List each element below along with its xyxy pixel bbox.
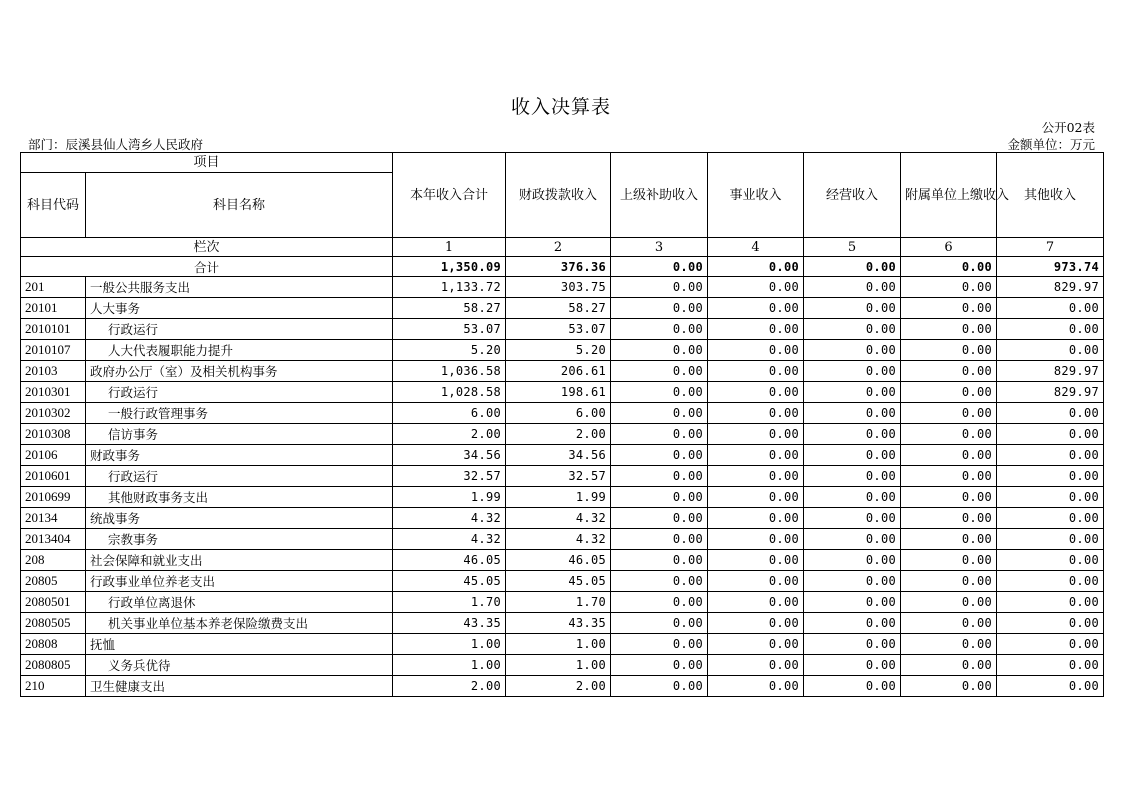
- row-value: 198.61: [506, 382, 611, 403]
- row-value: 0.00: [901, 466, 997, 487]
- row-value: 2.00: [506, 676, 611, 697]
- row-value: 46.05: [393, 550, 506, 571]
- row-value: 0.00: [804, 592, 901, 613]
- row-value: 0.00: [901, 676, 997, 697]
- row-value: 0.00: [997, 487, 1104, 508]
- row-value: 32.57: [393, 466, 506, 487]
- row-value: 53.07: [506, 319, 611, 340]
- row-value: 53.07: [393, 319, 506, 340]
- row-value: 0.00: [997, 508, 1104, 529]
- department-label: 部门：辰溪县仙人湾乡人民政府: [28, 137, 204, 152]
- row-value: 0.00: [611, 340, 708, 361]
- row-value: 0.00: [708, 277, 804, 298]
- row-value: 2.00: [393, 676, 506, 697]
- total-value: 376.36: [506, 257, 611, 277]
- row-value: 0.00: [708, 634, 804, 655]
- row-value: 0.00: [997, 613, 1104, 634]
- row-value: 0.00: [901, 340, 997, 361]
- row-name: 抚恤: [86, 634, 393, 655]
- row-value: 1,133.72: [393, 277, 506, 298]
- table-row: [21, 466, 1104, 487]
- row-value: 0.00: [901, 613, 997, 634]
- row-value: 0.00: [997, 592, 1104, 613]
- row-name: 义务兵优待: [86, 655, 393, 676]
- row-value: 1.70: [506, 592, 611, 613]
- row-value: 6.00: [393, 403, 506, 424]
- total-row: [21, 257, 1104, 277]
- header-fiscal-income: 财政拨款收入: [506, 153, 611, 238]
- row-value: 0.00: [804, 319, 901, 340]
- row-value: 0.00: [901, 529, 997, 550]
- table-row: [21, 403, 1104, 424]
- row-value: 0.00: [901, 445, 997, 466]
- row-value: 0.00: [708, 466, 804, 487]
- row-value: 0.00: [611, 529, 708, 550]
- row-value: 0.00: [611, 655, 708, 676]
- row-name: 社会保障和就业支出: [86, 550, 393, 571]
- table-row: [21, 592, 1104, 613]
- row-value: 0.00: [804, 529, 901, 550]
- row-value: 1.00: [393, 655, 506, 676]
- row-value: 0.00: [997, 676, 1104, 697]
- header-project: 项目: [21, 153, 393, 173]
- row-value: 0.00: [901, 319, 997, 340]
- row-value: 0.00: [901, 382, 997, 403]
- row-value: 0.00: [901, 508, 997, 529]
- table-row: [21, 529, 1104, 550]
- row-name: 行政事业单位养老支出: [86, 571, 393, 592]
- row-code: 20106: [21, 445, 86, 466]
- row-name: 机关事业单位基本养老保险缴费支出: [86, 613, 393, 634]
- row-value: 0.00: [611, 487, 708, 508]
- row-value: 0.00: [901, 550, 997, 571]
- col-label: 栏次: [21, 238, 393, 257]
- row-name: 人大代表履职能力提升: [86, 340, 393, 361]
- row-name: 卫生健康支出: [86, 676, 393, 697]
- row-value: 0.00: [611, 634, 708, 655]
- row-value: 1.00: [506, 655, 611, 676]
- row-value: 0.00: [611, 550, 708, 571]
- row-value: 0.00: [997, 319, 1104, 340]
- row-name: 政府办公厅（室）及相关机构事务: [86, 361, 393, 382]
- row-value: 0.00: [901, 592, 997, 613]
- row-value: 1.99: [393, 487, 506, 508]
- row-value: 303.75: [506, 277, 611, 298]
- row-code: 2080505: [21, 613, 86, 634]
- row-value: 5.20: [393, 340, 506, 361]
- table-row: [21, 361, 1104, 382]
- row-value: 0.00: [804, 613, 901, 634]
- row-value: 46.05: [506, 550, 611, 571]
- row-value: 1.70: [393, 592, 506, 613]
- row-value: 0.00: [997, 529, 1104, 550]
- row-code: 2013404: [21, 529, 86, 550]
- table-row: [21, 298, 1104, 319]
- col-number: 5: [804, 238, 901, 257]
- row-value: 0.00: [708, 550, 804, 571]
- row-value: 829.97: [997, 361, 1104, 382]
- row-code: 20101: [21, 298, 86, 319]
- row-value: 6.00: [506, 403, 611, 424]
- row-value: 0.00: [901, 634, 997, 655]
- row-value: 0.00: [997, 403, 1104, 424]
- row-code: 2010302: [21, 403, 86, 424]
- table-row: [21, 634, 1104, 655]
- row-value: 0.00: [804, 361, 901, 382]
- row-value: 0.00: [901, 277, 997, 298]
- col-number: 3: [611, 238, 708, 257]
- row-value: 45.05: [506, 571, 611, 592]
- row-code: 2080805: [21, 655, 86, 676]
- table-row: [21, 508, 1104, 529]
- row-value: 0.00: [611, 424, 708, 445]
- row-value: 0.00: [901, 424, 997, 445]
- row-code: 20134: [21, 508, 86, 529]
- row-code: 2010601: [21, 466, 86, 487]
- row-value: 0.00: [804, 571, 901, 592]
- income-table: [20, 152, 1104, 697]
- row-value: 0.00: [611, 403, 708, 424]
- total-label: 合计: [21, 257, 393, 277]
- row-value: 0.00: [804, 466, 901, 487]
- row-value: 4.32: [506, 508, 611, 529]
- row-value: 1,036.58: [393, 361, 506, 382]
- row-code: 2010308: [21, 424, 86, 445]
- row-value: 58.27: [393, 298, 506, 319]
- row-name: 信访事务: [86, 424, 393, 445]
- row-name: 一般公共服务支出: [86, 277, 393, 298]
- row-value: 0.00: [901, 298, 997, 319]
- table-row: [21, 340, 1104, 361]
- row-value: 0.00: [708, 319, 804, 340]
- row-value: 0.00: [708, 487, 804, 508]
- form-code: 公开02表: [1041, 120, 1095, 135]
- col-number: 7: [997, 238, 1104, 257]
- table-row: [21, 319, 1104, 340]
- row-value: 0.00: [901, 571, 997, 592]
- row-value: 0.00: [708, 445, 804, 466]
- row-value: 4.32: [393, 529, 506, 550]
- total-value: 1,350.09: [393, 257, 506, 277]
- row-value: 0.00: [708, 529, 804, 550]
- row-value: 0.00: [708, 340, 804, 361]
- row-value: 0.00: [804, 277, 901, 298]
- total-value: 973.74: [997, 257, 1104, 277]
- row-value: 0.00: [708, 361, 804, 382]
- row-value: 0.00: [804, 424, 901, 445]
- row-value: 0.00: [901, 487, 997, 508]
- row-value: 0.00: [804, 403, 901, 424]
- total-value: 0.00: [611, 257, 708, 277]
- row-value: 0.00: [997, 340, 1104, 361]
- row-value: 0.00: [708, 676, 804, 697]
- row-value: 4.32: [506, 529, 611, 550]
- row-name: 行政运行: [86, 466, 393, 487]
- row-code: 201: [21, 277, 86, 298]
- row-value: 0.00: [901, 361, 997, 382]
- row-name: 行政运行: [86, 319, 393, 340]
- col-number: 1: [393, 238, 506, 257]
- header-superior-subsidy: 上级补助收入: [611, 153, 708, 238]
- table-row: [21, 655, 1104, 676]
- row-value: 0.00: [708, 655, 804, 676]
- row-value: 4.32: [393, 508, 506, 529]
- row-value: 0.00: [804, 445, 901, 466]
- table-row: [21, 277, 1104, 298]
- table-row: [21, 571, 1104, 592]
- row-value: 0.00: [611, 571, 708, 592]
- row-code: 2080501: [21, 592, 86, 613]
- row-value: 0.00: [804, 655, 901, 676]
- row-value: 0.00: [611, 277, 708, 298]
- row-value: 34.56: [506, 445, 611, 466]
- row-value: 0.00: [804, 340, 901, 361]
- row-value: 0.00: [708, 382, 804, 403]
- table-row: [21, 487, 1104, 508]
- row-code: 20808: [21, 634, 86, 655]
- row-value: 0.00: [997, 634, 1104, 655]
- table-row: [21, 445, 1104, 466]
- row-value: 0.00: [804, 634, 901, 655]
- row-value: 5.20: [506, 340, 611, 361]
- row-value: 0.00: [611, 592, 708, 613]
- row-value: 0.00: [611, 466, 708, 487]
- header-affiliated-income: 附属单位上缴收入: [901, 153, 997, 238]
- row-value: 0.00: [997, 445, 1104, 466]
- row-name: 其他财政事务支出: [86, 487, 393, 508]
- data-rows: [21, 277, 1104, 697]
- row-code: 20805: [21, 571, 86, 592]
- header-total-income: 本年收入合计: [393, 153, 506, 238]
- row-value: 0.00: [611, 298, 708, 319]
- row-code: 210: [21, 676, 86, 697]
- row-value: 2.00: [393, 424, 506, 445]
- table-row: [21, 424, 1104, 445]
- row-value: 0.00: [804, 487, 901, 508]
- row-name: 行政运行: [86, 382, 393, 403]
- row-value: 2.00: [506, 424, 611, 445]
- row-value: 34.56: [393, 445, 506, 466]
- header-other-income: 其他收入: [997, 153, 1104, 238]
- table-row: [21, 676, 1104, 697]
- header-operating-income: 经营收入: [804, 153, 901, 238]
- row-value: 0.00: [997, 466, 1104, 487]
- row-value: 58.27: [506, 298, 611, 319]
- row-code: 208: [21, 550, 86, 571]
- row-name: 统战事务: [86, 508, 393, 529]
- row-value: 0.00: [804, 508, 901, 529]
- col-number: 6: [901, 238, 997, 257]
- col-number: 2: [506, 238, 611, 257]
- column-number-row: [21, 238, 1104, 257]
- row-value: 0.00: [611, 361, 708, 382]
- row-value: 1.00: [393, 634, 506, 655]
- header-code: 科目代码: [21, 173, 86, 238]
- row-value: 0.00: [708, 424, 804, 445]
- row-code: 2010101: [21, 319, 86, 340]
- row-value: 0.00: [708, 613, 804, 634]
- total-value: 0.00: [804, 257, 901, 277]
- row-value: 829.97: [997, 277, 1104, 298]
- row-value: 43.35: [506, 613, 611, 634]
- row-value: 829.97: [997, 382, 1104, 403]
- row-value: 0.00: [611, 382, 708, 403]
- row-code: 2010699: [21, 487, 86, 508]
- row-value: 0.00: [997, 550, 1104, 571]
- row-code: 2010301: [21, 382, 86, 403]
- row-value: 0.00: [901, 403, 997, 424]
- row-value: 1.00: [506, 634, 611, 655]
- row-value: 0.00: [708, 298, 804, 319]
- row-value: 0.00: [611, 319, 708, 340]
- table-row: [21, 550, 1104, 571]
- row-value: 0.00: [708, 508, 804, 529]
- table-row: [21, 613, 1104, 634]
- header-business-income: 事业收入: [708, 153, 804, 238]
- row-value: 0.00: [611, 445, 708, 466]
- row-value: 0.00: [804, 550, 901, 571]
- row-value: 206.61: [506, 361, 611, 382]
- row-value: 0.00: [708, 571, 804, 592]
- row-value: 43.35: [393, 613, 506, 634]
- row-name: 人大事务: [86, 298, 393, 319]
- row-name: 行政单位离退休: [86, 592, 393, 613]
- row-value: 0.00: [611, 508, 708, 529]
- row-value: 0.00: [997, 424, 1104, 445]
- row-value: 32.57: [506, 466, 611, 487]
- row-value: 1.99: [506, 487, 611, 508]
- row-value: 0.00: [708, 403, 804, 424]
- row-value: 0.00: [804, 676, 901, 697]
- total-value: 0.00: [901, 257, 997, 277]
- row-code: 2010107: [21, 340, 86, 361]
- row-name: 宗教事务: [86, 529, 393, 550]
- table-row: [21, 382, 1104, 403]
- header-name: 科目名称: [86, 173, 393, 238]
- row-value: 0.00: [708, 592, 804, 613]
- row-value: 0.00: [901, 655, 997, 676]
- total-value: 0.00: [708, 257, 804, 277]
- row-value: 0.00: [997, 655, 1104, 676]
- row-value: 45.05: [393, 571, 506, 592]
- row-value: 0.00: [611, 676, 708, 697]
- row-value: 0.00: [804, 382, 901, 403]
- row-value: 0.00: [804, 298, 901, 319]
- unit-label: 金额单位：万元: [1007, 137, 1095, 152]
- col-number: 4: [708, 238, 804, 257]
- row-value: 1,028.58: [393, 382, 506, 403]
- row-value: 0.00: [611, 613, 708, 634]
- row-value: 0.00: [997, 298, 1104, 319]
- page-title: 收入决算表: [510, 96, 611, 118]
- row-name: 一般行政管理事务: [86, 403, 393, 424]
- row-name: 财政事务: [86, 445, 393, 466]
- row-code: 20103: [21, 361, 86, 382]
- row-value: 0.00: [997, 571, 1104, 592]
